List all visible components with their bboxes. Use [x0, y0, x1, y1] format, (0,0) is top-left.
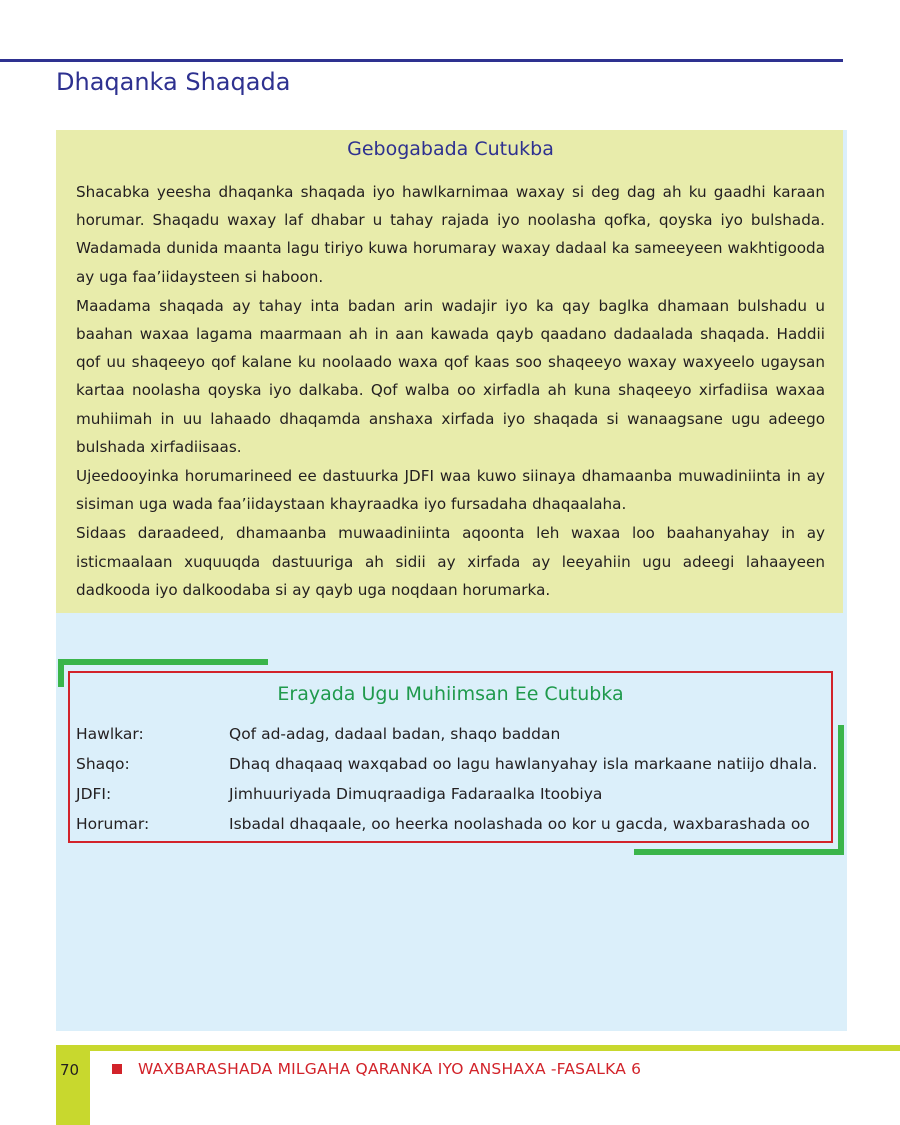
glossary-term: JDFI: — [76, 785, 112, 803]
footer-rule — [56, 1045, 900, 1051]
glossary-definition: Isbadal dhaqaale, oo heerka noolashada oo kor u gacda, waxbarashada oo — [229, 815, 810, 833]
page-number: 70 — [60, 1061, 80, 1079]
glossary-term: Shaqo: — [76, 755, 130, 773]
green-corner-accent-top-vertical — [58, 659, 64, 687]
green-corner-accent-top — [58, 659, 268, 665]
square-bullet-icon — [112, 1064, 122, 1074]
glossary-term: Hawlkar: — [76, 725, 144, 743]
green-corner-accent-bottom — [634, 849, 844, 855]
chapter-summary-box — [56, 130, 843, 613]
summary-paragraph: Sidaas daraadeed, dhamaanba muwaadiniinta aqoonta leh waxaa loo baahanyahay in ay isticmaalaan xuquuqda dastuuriga ah sidii ay xirfada ay leeyahiin ugu adeegi lahaayeen dadkooda iyo dalkoodaba si ay qayb uga noqdaan horumarka. — [76, 524, 825, 599]
glossary-definition: Dhaq dhaqaaq waxqabad oo lagu hawlanyahay isla markaane natiijo dhala. — [229, 755, 818, 773]
footer-page-tab — [56, 1045, 90, 1125]
glossary-heading: Erayada Ugu Muhiimsan Ee Cutubka — [277, 683, 624, 705]
key-terms-box — [68, 671, 833, 843]
summary-paragraph: Maadama shaqada ay tahay inta badan arin wadajir iyo ka qay baglka dhamaan bulshadu u baahan waxaa lagama maarmaan ah in aan kawada qayb qaadano dadaalada shaqada. Haddii qof uu shaqeeyo qof kalane ku noolaado waxa qof kaas soo shaqeeyo waxay waxyeelo ugaysan kartaa noolasha qoyska iyo dalkaba. Qof walba oo xirfadla ah kuna shaqeeyo xirfadiisa waxaa muhiimah in uu lahaado dhaqamda anshaxa xirfada iyo shaqada si wanaagsane ugu adeego bulshada xirfadiisaas. — [76, 296, 825, 456]
glossary-entry — [76, 809, 831, 839]
summary-paragraph: Ujeedooyinka horumarineed ee dastuurka JDFI waa kuwo siinaya dhamaanba muwadiniinta in ay sisiman uga wada faa’iidaystaan khayraadka iyo fursadaha dhaqaalaha. — [76, 467, 825, 514]
glossary-term: Horumar: — [76, 815, 150, 833]
glossary-entry — [76, 749, 831, 779]
summary-body — [76, 178, 825, 604]
page-title: Dhaqanka Shaqada — [56, 68, 291, 96]
summary-paragraph: Shacabka yeesha dhaqanka shaqada iyo hawlkarnimaa waxay si deg dag ah ku gaadhi karaan horumar. Shaqadu waxay laf dhabar u tahay rajada iyo noolasha qofka, qoyska iyo bulshada. Wadamada dunida maanta lagu tiriyo kuwa horumaray waxay dadaal ka sameeyeen wakhtigooda ay uga faa’iidaysteen si haboon. — [76, 183, 825, 286]
summary-heading: Gebogabada Cutukba — [347, 138, 554, 160]
running-footer: WAXBARASHADA MILGAHA QARANKA IYO ANSHAXA -FASALKA 6 — [138, 1060, 642, 1078]
glossary-list — [70, 719, 831, 839]
glossary-definition: Jimhuuriyada Dimuqraadiga Fadaraalka Itoobiya — [229, 785, 603, 803]
glossary-entry — [76, 779, 831, 809]
glossary-entry — [76, 719, 831, 749]
top-rule — [0, 59, 843, 62]
glossary-definition: Qof ad-adag, dadaal badan, shaqo baddan — [229, 725, 561, 743]
green-corner-accent-bottom-vertical — [838, 725, 844, 855]
